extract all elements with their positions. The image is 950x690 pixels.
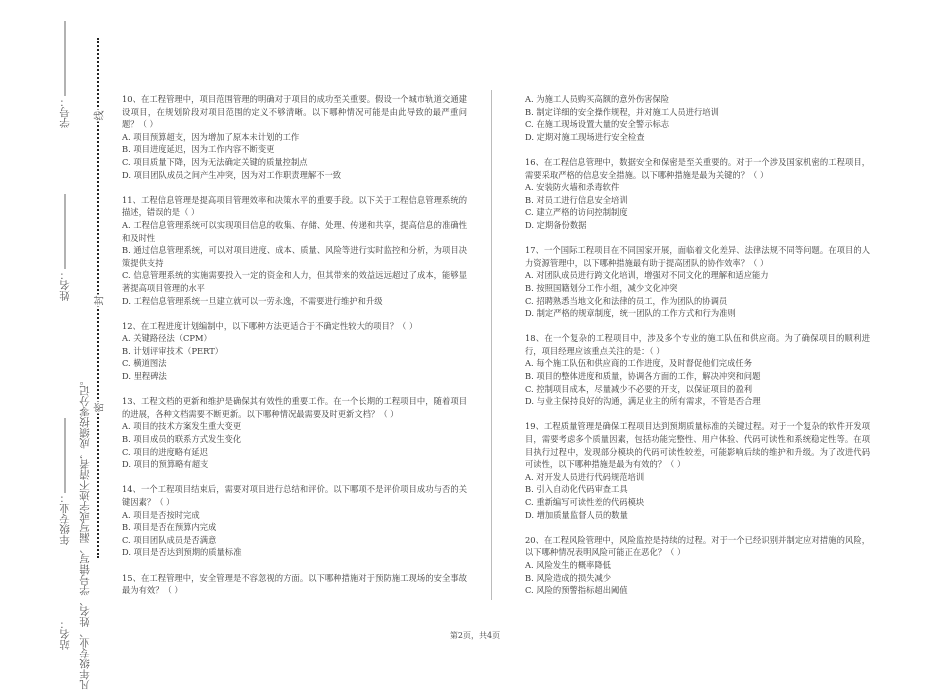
option-b: B. 通过信息管理系统，可以对项目进度、成本、质量、风险等进行实时监控和分析，为项目决策提供支持 <box>122 245 467 268</box>
question-20 <box>525 534 870 597</box>
option-c: C. 信息管理系统的实施需要投入一定的资金和人力，但其带来的效益远远超过了成本，能够显著提高项目管理的水平 <box>122 270 467 293</box>
option-d: D. 里程碑法 <box>122 371 167 382</box>
question-stem: 10、在工程管理中，项目范围管理的明确对于项目的成功至关重要。假设一个城市轨道交通建设项目，在规划阶段对项目范围的定义不够清晰。以下哪种情况可能是由此导致的最严重问题？（ ） <box>122 94 467 130</box>
question-stem: 13、工程文档的更新和维护是确保其有效性的重要工作。在一个长期的工程项目中，随着项目的进展，各种文档需要不断更新。以下哪种情况最需要及时更新文档？（ ） <box>122 396 467 419</box>
question-15-options <box>525 93 870 143</box>
option-d: D. 工程信息管理系统一旦建立就可以一劳永逸，不需要进行维护和升级 <box>122 295 383 306</box>
option-a: A. 项目是否按时完成 <box>122 509 200 520</box>
option-b: B. 项目的整体进度和质量，协调各方面的工作，解决冲突和问题 <box>525 371 761 382</box>
option-d: D. 与业主保持良好的沟通，满足业主的所有需求，不管是否合理 <box>525 396 761 407</box>
field-major-label: 年级专业： <box>59 492 71 546</box>
option-c: C. 风险的预警指标超出阈值 <box>525 585 628 596</box>
field-station-label: 站名： <box>59 618 71 650</box>
option-b: B. 制定详细的安全操作规程，并对施工人员进行培训 <box>525 106 719 117</box>
student-info-fields <box>60 10 71 650</box>
option-a: A. 安装防火墙和杀毒软件 <box>525 182 620 193</box>
option-b: B. 风险造成的损失减少 <box>525 572 612 583</box>
question-17 <box>525 244 870 320</box>
option-d: D. 制定严格的规章制度，统一团队的工作方式和行为准则 <box>525 308 736 319</box>
question-11 <box>122 194 467 307</box>
question-stem: 18、在一个复杂的工程项目中，涉及多个专业的施工队伍和供应商。为了确保项目的顺利进行，项目经理应该重点关注的是：（ ） <box>525 333 870 356</box>
question-15 <box>122 572 467 597</box>
option-c: C. 建立严格的访问控制制度 <box>525 207 628 218</box>
question-stem: 11、工程信息管理是提高项目管理效率和决策水平的重要手段。以下关于工程信息管理系统的描述，错误的是（ ） <box>122 194 467 218</box>
question-stem: 12、在工程进度计划编制中，以下哪种方法更适合于不确定性较大的项目？（ ） <box>122 320 418 331</box>
option-b: B. 项目成员的联系方式发生变化 <box>122 434 242 445</box>
page-indicator: 第2页，共4页 <box>449 631 501 640</box>
option-c: C. 项目的进度略有延迟 <box>122 446 208 457</box>
option-d: D. 增加质量监督人员的数量 <box>525 509 628 520</box>
option-a: A. 工程信息管理系统可以实现项目信息的收集、存储、处理、传递和共享，提高信息的准确性和及时性 <box>122 219 467 243</box>
option-d: D. 项目是否达到预期的质量标准 <box>122 547 242 558</box>
seal-char-mi: 密 <box>91 402 106 414</box>
question-stem: 14、一个工程项目结束后，需要对项目进行总结和评价。以下哪项不是评价项目成功与否的关键因素？（ ） <box>122 484 467 507</box>
question-13 <box>122 395 467 471</box>
binding-notice <box>80 50 91 690</box>
field-id-line[interactable] <box>64 21 66 96</box>
option-c: C. 项目团队成员是否满意 <box>122 534 217 545</box>
option-b: B. 引入自动化代码审查工具 <box>525 484 628 495</box>
option-a: A. 项目的技术方案发生重大变更 <box>122 421 242 432</box>
right-column <box>525 93 870 609</box>
question-stem: 19、工程质量管理是确保工程项目达到预期质量标准的关键过程。对于一个复杂的软件开发项目，需要考虑多个质量因素，包括功能完整性、用户体验、代码可读性和系统稳定性等。在项目执行过程中，发现部分模块的代码可读性较差，可能影响后续的维护和升级。为了改进代码可读性，以下哪种措施是最为有效的？（ ） <box>525 421 870 470</box>
option-c: C. 横道图法 <box>122 358 167 369</box>
option-c: C. 控制项目成本，尽量减少不必要的开支，以保证项目的盈利 <box>525 383 753 394</box>
option-c: C. 在施工现场设置大量的安全警示标志 <box>525 119 670 130</box>
field-name-label: 姓名： <box>59 269 71 301</box>
option-d: D. 项目团队成员之间产生冲突，因为对工作职责理解不一致 <box>122 169 342 180</box>
question-stem: 20、在工程风险管理中，风险监控是持续的过程。对于一个已经识别并制定应对措施的风险，以下哪种情况表明风险可能正在恶化？（ ） <box>525 534 870 558</box>
option-a: A. 为施工人员购买高额的意外伤害保险 <box>525 94 670 104</box>
question-12 <box>122 320 467 383</box>
option-b: B. 计划评审技术（PERT） <box>122 345 224 356</box>
seal-char-xian: 线 <box>91 110 106 122</box>
option-d: D. 定期对施工现场进行安全检查 <box>525 131 645 142</box>
binding-notice-text: 凡年级专业、姓名、学号错写、漏写或字迹不清者，成绩按零分记。 <box>79 375 91 690</box>
column-divider <box>491 90 492 600</box>
question-19 <box>525 420 870 521</box>
option-a: A. 对开发人员进行代码规范培训 <box>525 471 645 482</box>
option-b: B. 项目进度延迟，因为工作内容不断变更 <box>122 144 275 155</box>
seal-char-feng: 封 <box>91 295 106 307</box>
left-column <box>122 93 467 609</box>
option-a: A. 项目预算超支，因为增加了原本未计划的工作 <box>122 131 300 142</box>
question-16 <box>525 156 870 232</box>
option-b: B. 项目是否在预算内完成 <box>122 522 217 533</box>
option-b: B. 对员工进行信息安全培训 <box>525 194 628 205</box>
option-b: B. 按照国籍划分工作小组，减少文化冲突 <box>525 282 678 293</box>
field-name-line[interactable] <box>64 194 66 269</box>
question-stem: 17、一个国际工程项目在不同国家开展，面临着文化差异、法律法规不同等问题。在项目的人力资源管理中，以下哪种措施最有助于提高团队的协作效率？（ ） <box>525 245 870 268</box>
question-stem: 16、在工程信息管理中，数据安全和保密是至关重要的。对于一个涉及国家机密的工程项目，需要采取严格的信息安全措施。以下哪种措施是最为关键的？（ ） <box>525 156 870 180</box>
option-c: C. 招聘熟悉当地文化和法律的员工，作为团队的协调员 <box>525 295 728 306</box>
field-major-line[interactable] <box>64 418 66 493</box>
seal-line <box>92 38 104 558</box>
question-14 <box>122 483 467 559</box>
page-footer <box>0 630 950 641</box>
option-d: D. 定期备份数据 <box>525 219 587 230</box>
option-a: A. 关键路径法（CPM） <box>122 333 212 344</box>
option-a: A. 风险发生的概率降低 <box>525 559 611 570</box>
question-10 <box>122 93 467 181</box>
option-a: A. 每个施工队伍和供应商的工作进度，及时督促他们完成任务 <box>525 358 752 369</box>
option-c: C. 重新编写可读性差的代码模块 <box>525 497 645 507</box>
option-d: D. 项目的预算略有超支 <box>122 459 209 470</box>
option-a: A. 对团队成员进行跨文化培训，增强对不同文化的理解和适应能力 <box>525 270 769 281</box>
question-18 <box>525 332 870 408</box>
question-stem: 15、在工程管理中，安全管理是不容忽视的方面。以下哪种措施对于预防施工现场的安全事故最为有效？（ ） <box>122 572 467 596</box>
option-c: C. 项目质量下降，因为无法确定关键的质量控制点 <box>122 156 308 167</box>
field-id-label: 学号： <box>59 96 71 128</box>
